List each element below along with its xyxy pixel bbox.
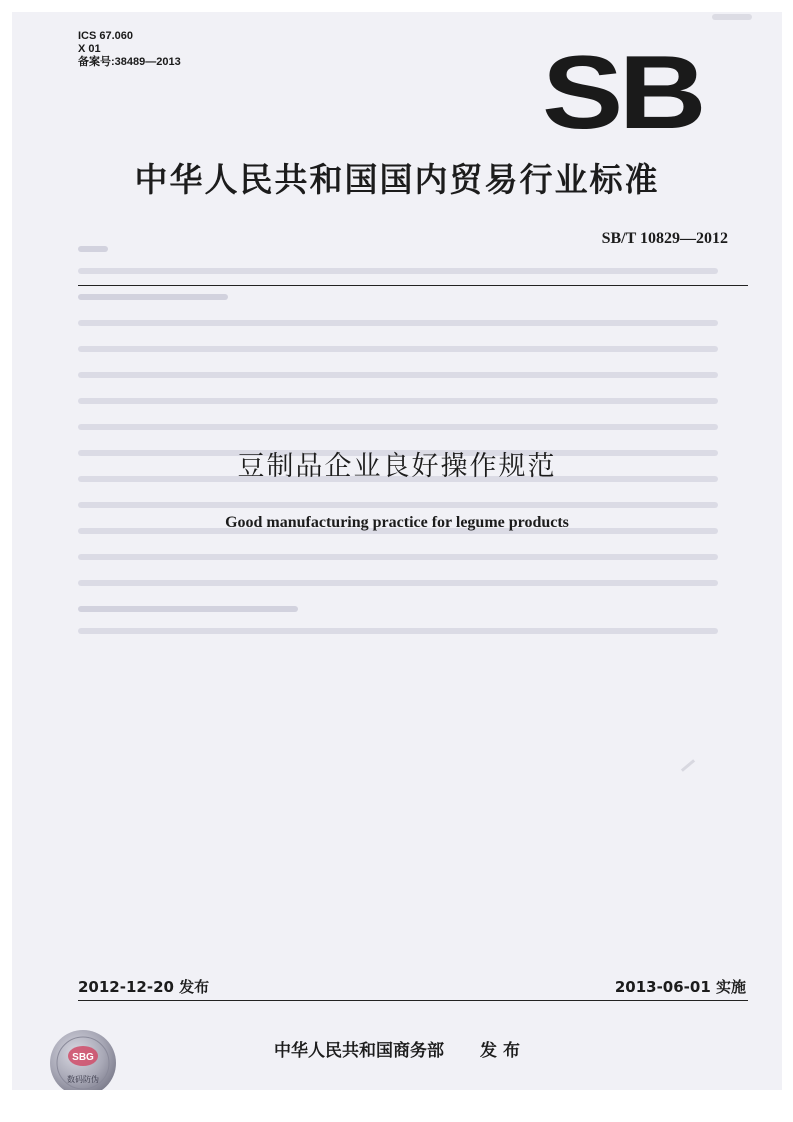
issue-date: 2012-12-20 发布 [78,978,210,996]
footer-divider [78,1000,748,1001]
document-subtitle: Good manufacturing practice for legume products [225,514,569,531]
scanned-page [12,12,782,1090]
header-metadata [78,30,181,69]
classification-code: X 01 [78,43,101,55]
issuer-name: 中华人民共和国商务部 [274,1041,445,1061]
main-title: 中华人民共和国国内贸易行业标准 [134,160,660,199]
issue-action: 发 布 [480,1041,520,1061]
sb-logo [540,50,705,132]
sb-logo-text: SB [542,50,702,132]
document-title: 豆制品企业良好操作规范 [237,451,557,482]
seal-label: 数码防伪 [67,1075,99,1084]
implementation-date: 2013-06-01 实施 [614,978,746,996]
ics-code: ICS 67.060 [78,30,134,42]
svg-text:SBG: SBG [72,1052,94,1063]
show-through-background [78,238,728,638]
record-number: 备案号:38489—2013 [78,56,181,68]
anti-counterfeit-seal-icon [48,1028,118,1090]
standard-code: SB/T 10829—2012 [601,230,728,247]
issuer-line [12,1036,782,1061]
